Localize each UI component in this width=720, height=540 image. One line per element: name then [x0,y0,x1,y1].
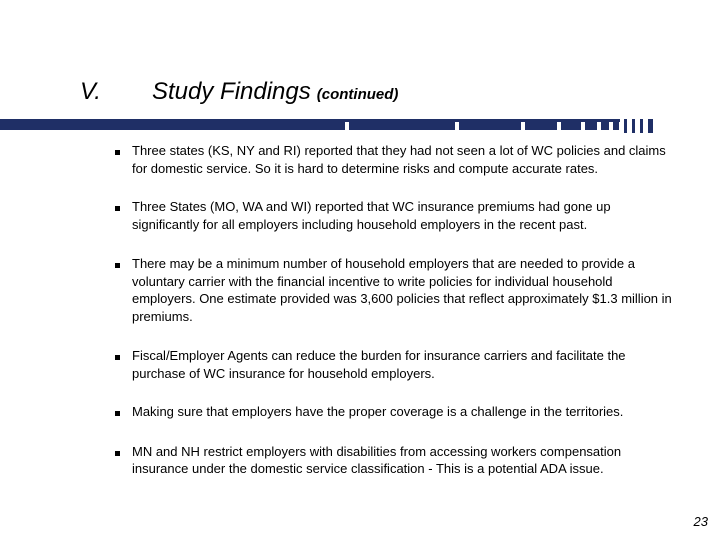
divider-segment [459,122,521,130]
finding-item [115,142,675,177]
bullet-square-icon [115,411,120,416]
bullet-square-icon [115,150,120,155]
divider-segment [349,122,455,130]
bullet-square-icon [115,263,120,268]
finding-text: Three States (MO, WA and WI) reported that WC insurance premiums had gone up significantly for all employers including household employers in the recent past. [132,199,611,232]
slide-title [152,78,398,109]
divider-tick [648,119,653,133]
section-number: V. [80,78,101,105]
title-divider-rule [0,119,660,133]
bullet-square-icon [115,206,120,211]
slide-title-suffix: (continued) [316,86,399,103]
divider-segment [525,122,557,130]
divider-segment [561,122,581,130]
findings-list [115,142,675,478]
slide-title-main: Study Findings [152,78,311,105]
divider-bar [0,122,345,130]
finding-text: Fiscal/Employer Agents can reduce the burden for insurance carriers and facilitate the purchase of WC insurance for household employers. [132,348,626,381]
finding-item [115,198,675,233]
finding-item [115,255,675,325]
finding-text: Three states (KS, NY and RI) reported that they had not seen a lot of WC policies and claims for domestic service. So it is hard to determine risks and compute accurate rates. [132,143,666,176]
divider-tick [632,119,635,133]
finding-item [115,403,675,421]
divider-tick [624,119,627,133]
finding-text: There may be a minimum number of household employers that are needed to provide a voluntary carrier with the financial incentive to write policies for individual household employers. One estimate provided was 3,600 policies that reflect approximately $1.3 million in premiums. [132,256,672,324]
finding-item [115,347,675,382]
finding-text: MN and NH restrict employers with disabilities from accessing workers compensation insurance under the domestic service classification - This is a potential ADA issue. [132,443,622,476]
divider-segment [613,122,619,130]
divider-top-line [0,119,620,122]
divider-segment [601,122,609,130]
bullet-square-icon [115,355,120,360]
divider-segment [585,122,597,130]
finding-item [115,443,675,478]
finding-text: Making sure that employers have the proper coverage is a challenge in the territories. [132,404,624,419]
divider-tick [640,119,643,133]
page-number: 23 [693,514,708,529]
bullet-square-icon [115,451,120,456]
